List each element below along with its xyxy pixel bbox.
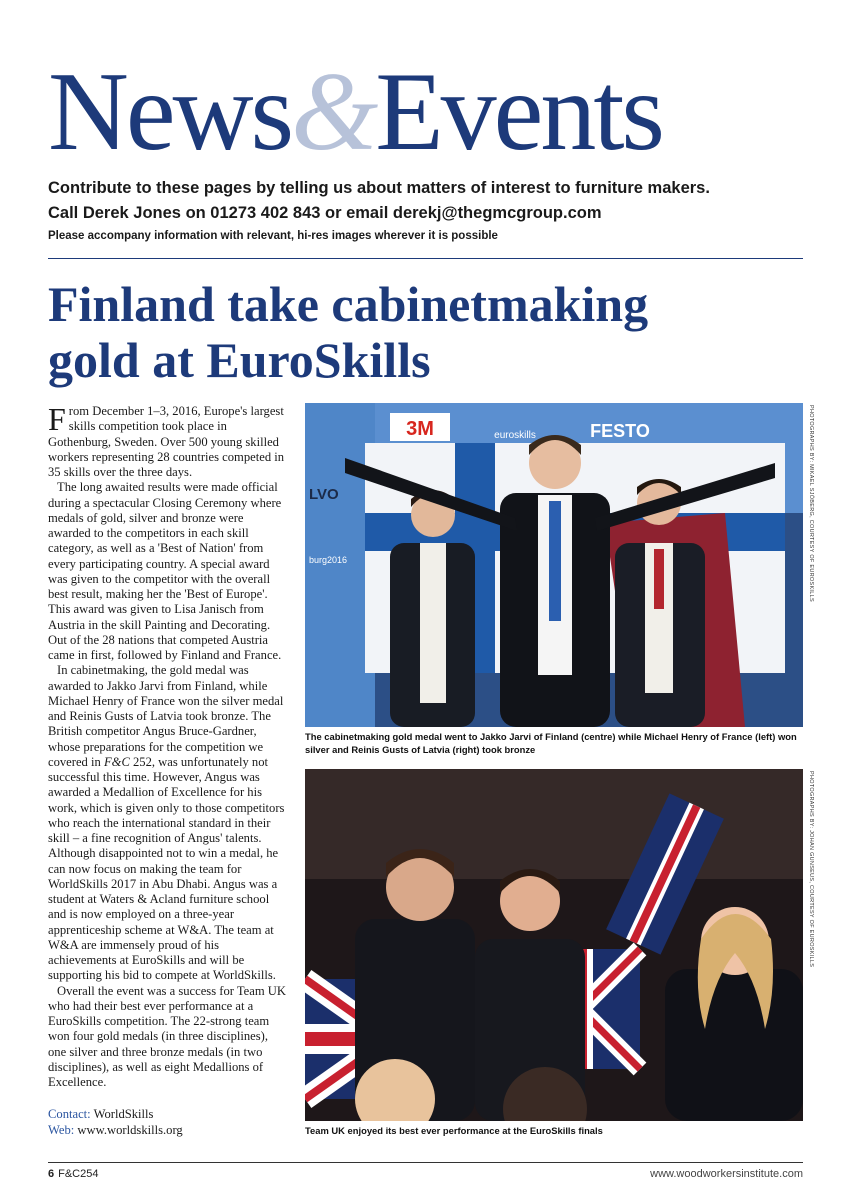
footer-divider	[48, 1162, 803, 1163]
web-line[interactable]	[48, 1123, 288, 1139]
photo1-caption: The cabinetmaking gold medal went to Jakko Jarvi of Finland (centre) while Michael Henry of France (left) won silver and Reinis Gusts of Latvia (right) took bronze	[305, 731, 797, 755]
paragraph-3: In cabinetmaking, the gold medal was awarded to Jakko Jarvi from Finland, while Michael Henry of France won the silver medal and Reinis Gusts of Latvia took bronze. The British competitor Angus Bruce-Gardner, whose preparations for the competition we covered in F&C 252, was unfortunately not successful this time. However, Angus was awarded a Medallion of Excellence for his work, which is given only to those competitors who reach the international standard in their skill – a fine recognition of Angus' talents. Although disappointed not to win a medal, he can now focus on making the team for WorldSkills 2017 in Abu Dhabi. Angus was a student at Waters & Acland furniture school and is now employed on a three-year apprenticeship scheme at W&A. The team at W&A are immensely proud of his achievements at EuroSkills and will be supporting his bid to compete at WorldSkills.	[48, 663, 285, 983]
contribute-line-3: Please accompany information with relevant, hi-res images wherever it is possible	[48, 230, 498, 242]
page-number: 6	[48, 1168, 55, 1180]
magazine-title: F&C	[103, 754, 130, 769]
contact-line	[48, 1107, 288, 1123]
backdrop-left-panel	[305, 403, 375, 727]
footer-folio	[48, 1168, 98, 1180]
header-divider	[48, 258, 803, 259]
team-uk-illustration	[305, 769, 803, 1121]
contact-value: WorldSkills	[93, 1107, 154, 1121]
paragraph-2: The long awaited results were made official during a spectacular Closing Ceremony where medals of gold, silver and bronze were awarded to the competitors in each skill category, as well as a 'Best of Nation' from every participating country. A special award was given to the competitor with the overall best result, making her the 'Best of Europe'. This award was given to Lisa Janisch from Austria in the skill Painting and Decorating. Out of the 28 nations that competed Austria came in first, followed by Finland and France.	[48, 480, 282, 662]
contribute-line-1: Contribute to these pages by telling us about matters of interest to furniture makers.	[48, 179, 710, 197]
sign-euroskills: euroskills	[494, 430, 536, 441]
sign-festo: FESTO	[590, 421, 650, 441]
photo2-caption: Team UK enjoyed its best ever performance at the EuroSkills finals	[305, 1125, 603, 1136]
web-link[interactable]: www.worldskills.org	[77, 1122, 183, 1137]
contact-label: Contact:	[48, 1107, 91, 1121]
sign-year: burg2016	[309, 555, 348, 565]
article-headline	[48, 276, 788, 388]
headline-line-1: Finland take cabinetmaking	[48, 276, 649, 332]
web-label: Web:	[48, 1122, 75, 1137]
headline-line-2: gold at EuroSkills	[48, 332, 431, 388]
medalists-photo	[305, 403, 803, 727]
team-uk-photo	[305, 769, 803, 1121]
masthead-news: News	[48, 50, 292, 174]
sign-3m: 3M	[406, 418, 434, 440]
contact-block	[48, 1107, 288, 1138]
contribute-line-2: Call Derek Jones on 01273 402 843 or email derekj@thegmcgroup.com	[48, 204, 602, 222]
footer-website[interactable]: www.woodworkersinstitute.com	[650, 1168, 803, 1180]
masthead-title	[48, 52, 662, 172]
photo1-credit: PHOTOGRAPHS BY: MIKAEL SJÖBERG, COURTESY OF EUROSKILLS	[808, 405, 814, 602]
medalists-illustration	[305, 403, 803, 727]
paragraph-4: Overall the event was a success for Team UK who had their best ever performance at a EuroSkills competition. The 22-strong team won four gold medals (in three disciplines), one silver and three bronze medals (in two disciplines), as well as eight Medallions of Excellence.	[48, 983, 286, 1089]
drop-cap: F	[48, 401, 66, 437]
masthead-ampersand: &	[291, 50, 376, 174]
article-body	[48, 401, 288, 1090]
masthead-events: Events	[375, 50, 663, 174]
paragraph-1: From December 1–3, 2016, Europe's largest skills competition took place in Gothenburg, Sweden. Over 500 young skilled workers representing 28 countries competed in 35 skills over the three days.	[48, 401, 285, 479]
issue-number: F&C254	[58, 1168, 99, 1180]
photo2-credit: PHOTOGRAPHS BY: JOHAN GUNSEUS, COURTESY OF EUROSKILLS	[808, 771, 814, 968]
crowd-stands	[305, 769, 803, 879]
sign-volvo: LVO	[309, 486, 339, 503]
